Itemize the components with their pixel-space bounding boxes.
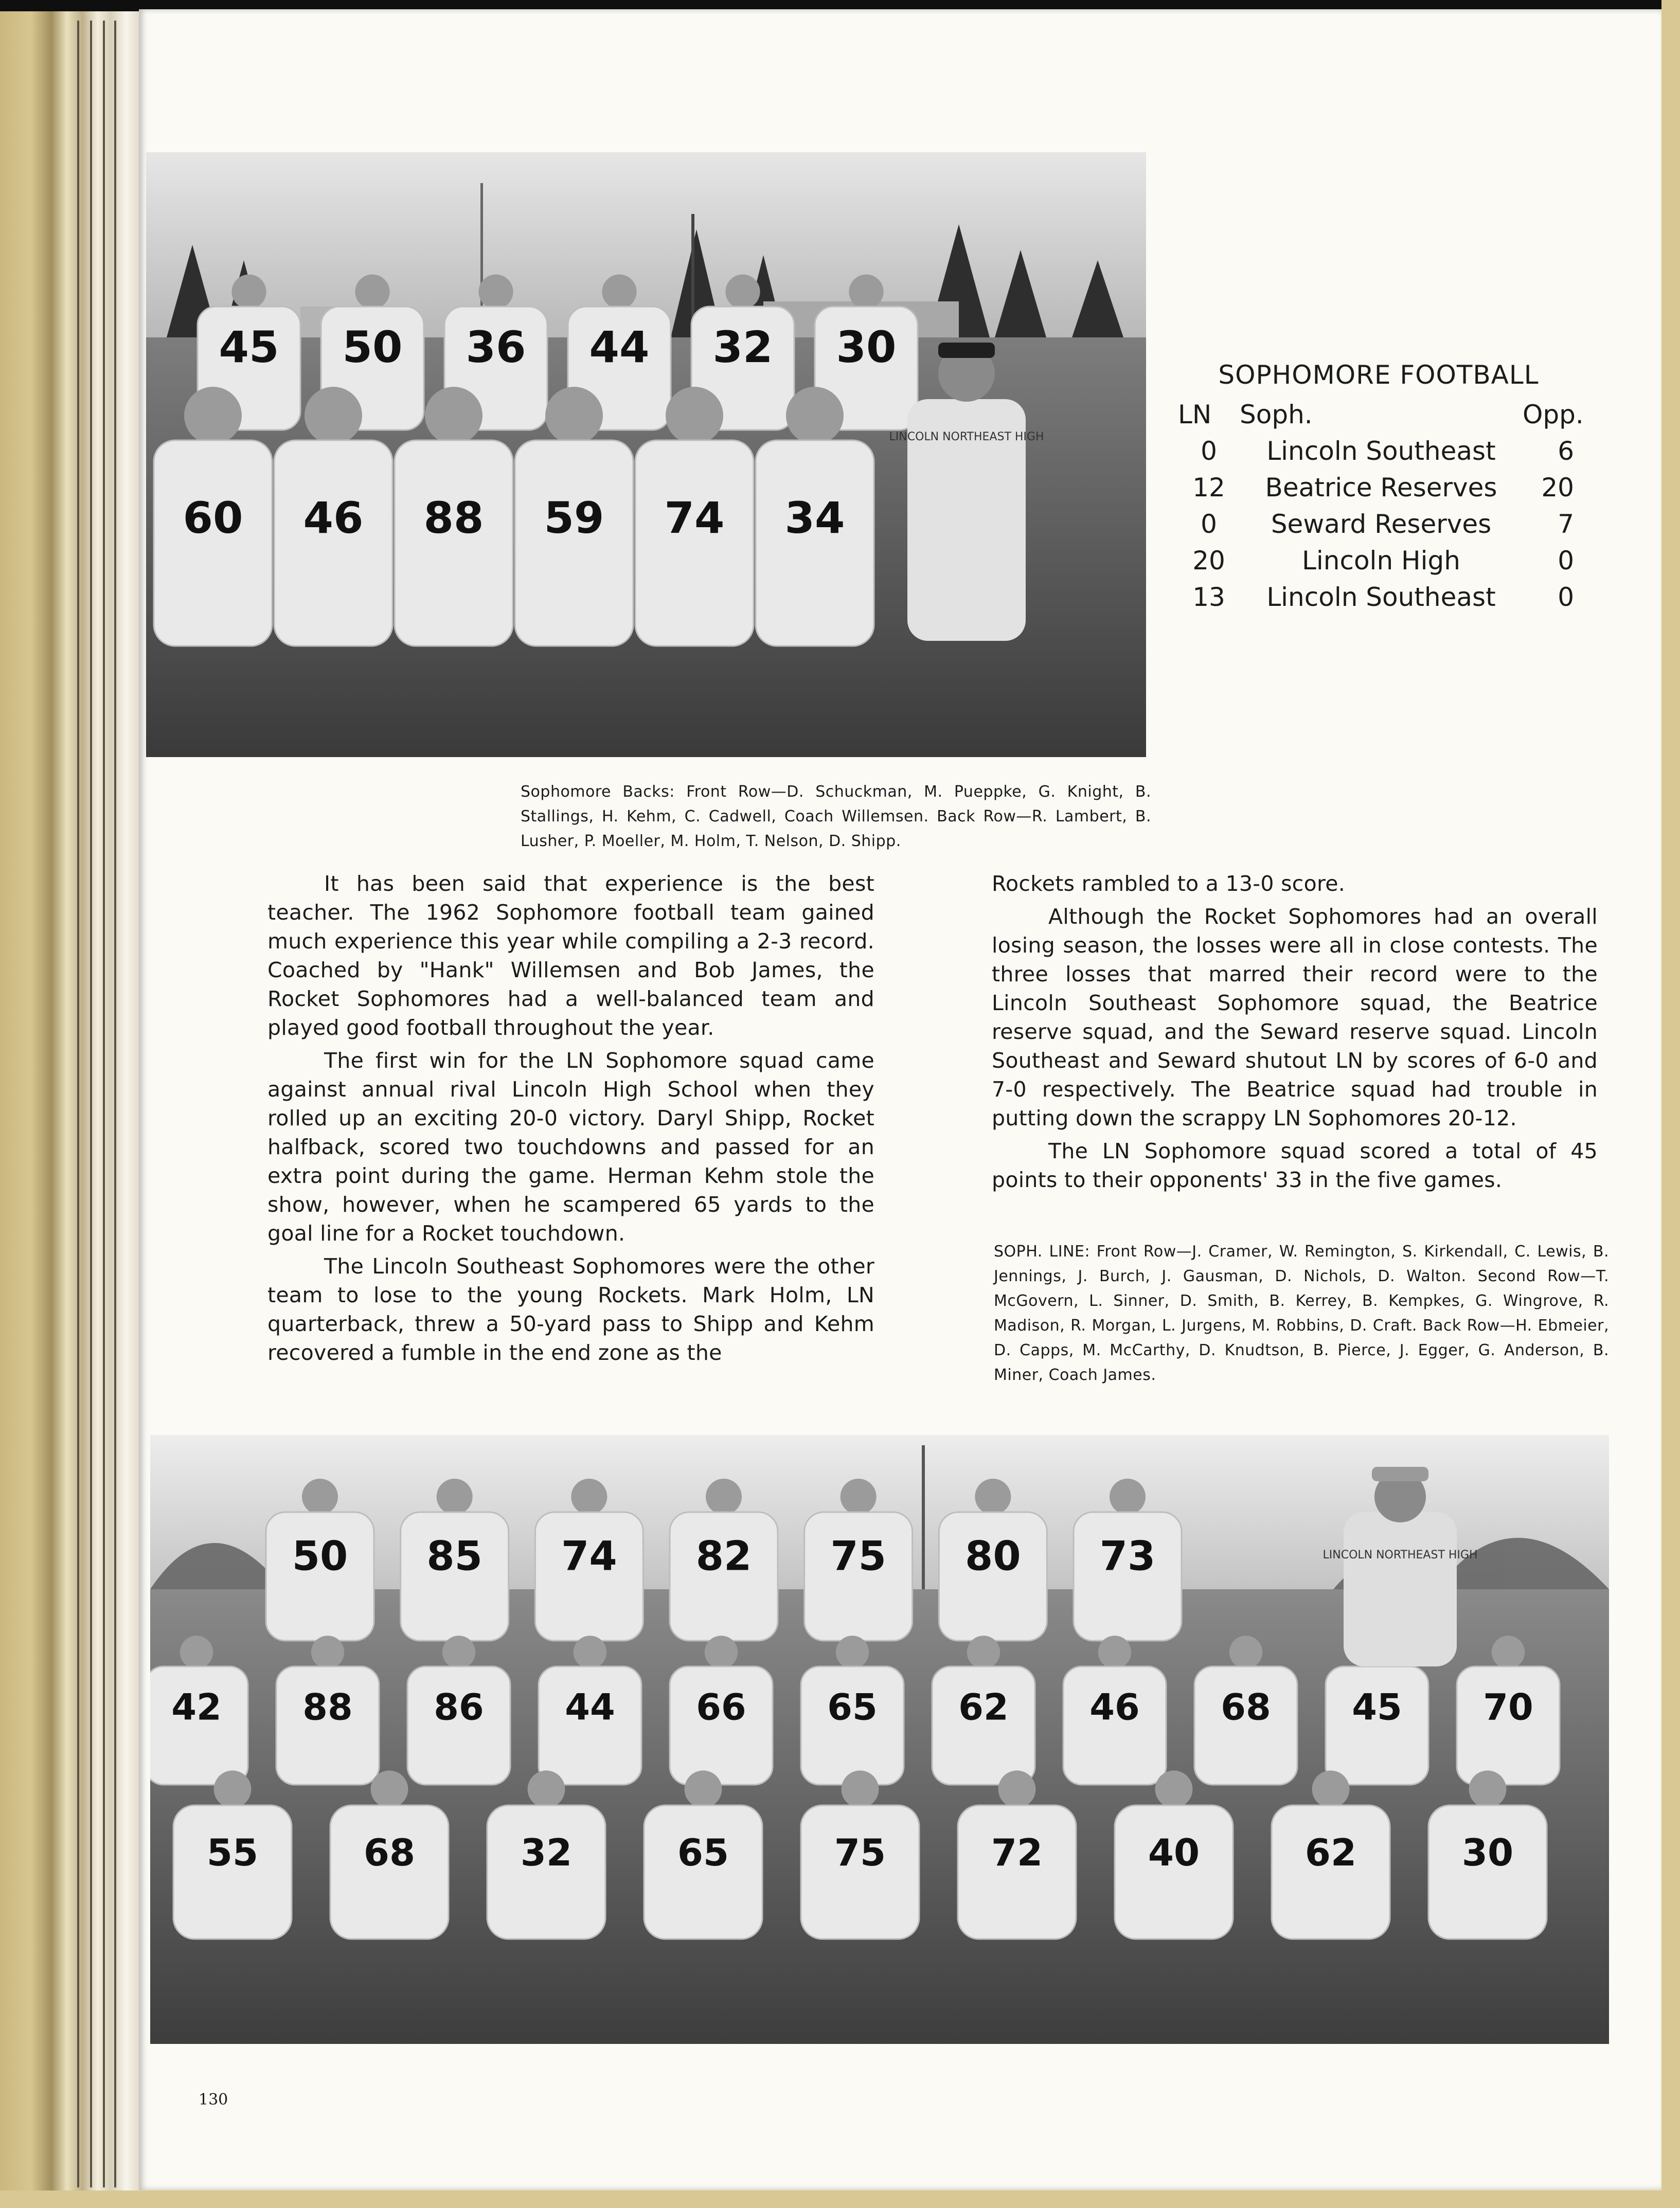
schedule-header-opp: Opp. [1523,399,1584,429]
jersey-number: 73 [1099,1533,1156,1580]
jersey-number: 46 [303,493,364,543]
player-head [836,1636,869,1668]
player-head [849,275,883,309]
jersey-number: 44 [565,1686,615,1729]
jersey-number: 32 [712,322,773,372]
scan-bottom-border [0,2191,1680,2208]
jersey-number: 80 [965,1533,1021,1580]
score-ln: 0 [1201,436,1217,466]
score-opp: 6 [1558,436,1574,466]
line-coach-figure [1344,1512,1457,1666]
photo-sophomore-line [150,1435,1609,2044]
article-column-2 [992,869,1598,1198]
scan-right-border [1661,0,1680,2208]
jersey-number: 60 [183,493,243,543]
photo-sophomore-backs [146,152,1146,757]
player-head [528,1770,565,1808]
jersey-number: 75 [834,1831,886,1874]
player-head [706,1479,742,1515]
player-head [214,1770,252,1808]
jersey-number: 82 [695,1533,752,1580]
player-head [231,275,266,309]
score-opponent: Lincoln High [1302,545,1460,576]
jersey-number: 74 [664,493,725,543]
caption-sophomore-backs: Sophomore Backs: Front Row—D. Schuckman, M. Pueppke, G. Knight, B. Stallings, H. Kehm, C. Cadwell, Coach Willemsen. Back Row—R. Lambert, B. Lusher, P. Moeller, M. Holm, T. Nelson, D. Shipp. [521,783,1151,850]
article-paragraph: Rockets rambled to a 13-0 score. [992,871,1346,896]
player-head [302,1479,338,1515]
player-head [1469,1770,1507,1808]
book-binding [0,0,139,2208]
jersey-number: 88 [302,1686,353,1729]
jersey-number: 72 [991,1831,1043,1874]
player-head [1098,1636,1131,1668]
jersey-number: 65 [677,1831,729,1874]
jersey-number: 66 [696,1686,746,1729]
player-jersey [635,440,754,646]
jersey-number: 44 [589,322,650,372]
jersey-number: 30 [1461,1831,1514,1874]
jersey-number: 45 [219,322,279,372]
schedule-header-ln: LN [1178,399,1212,429]
player-head [574,1636,606,1668]
player-head [355,275,389,309]
jersey-number: 40 [1148,1831,1200,1874]
line-coach-cap [1372,1467,1428,1481]
player-head [705,1636,738,1668]
line-photo-illustration [150,1435,1609,2044]
player-head [442,1636,475,1668]
article-paragraph: The Lincoln Southeast Sophomores were the other team to lose to the young Rockets. Mark Holm, LN quarterback, threw a 50-yard pass to Shipp and Kehm recovered a fumble in the end zone as the [267,1254,874,1365]
player-head [685,1770,722,1808]
schedule-row [1178,433,1579,469]
player-head [478,275,513,309]
player-head [1492,1636,1525,1668]
jersey-number: 74 [561,1533,617,1580]
player-jersey [756,440,874,646]
backs-coach-shirt-text: LINCOLN NORTHEAST HIGH [889,430,1044,443]
article-column-1 [267,869,874,1371]
player-jersey [395,440,513,646]
player-head [425,387,482,444]
score-opponent: Seward Reserves [1271,509,1492,539]
jersey-number: 50 [292,1533,348,1580]
player-head [180,1636,213,1668]
jersey-number: 30 [836,322,897,372]
jersey-number: 46 [1089,1686,1140,1729]
line-coach-shirt-text: LINCOLN NORTHEAST HIGH [1322,1549,1478,1561]
player-head [437,1479,473,1515]
jersey-number: 85 [426,1533,482,1580]
score-opponent: Lincoln Southeast [1266,436,1496,466]
article-paragraph: It has been said that experience is the best teacher. The 1962 Sophomore football team gained much experience this year while compiling a 2-3 record. Coached by "Hank" Willemsen and Bob James, the Rocket Sophomores had a well-balanced team and played good football throughout the year. [267,871,874,1040]
jersey-number: 50 [342,322,403,372]
player-head [842,1770,879,1808]
score-opp: 0 [1558,582,1574,612]
backs-photo-illustration [146,152,1146,757]
score-opp: 7 [1558,509,1574,539]
player-head [305,387,362,444]
schedule-title: SOPHOMORE FOOTBALL [1218,360,1539,390]
score-opponent: Beatrice Reserves [1265,472,1497,502]
schedule-row [1178,469,1579,506]
player-head [841,1479,877,1515]
player-head [184,387,242,444]
jersey-number: 88 [423,493,484,543]
coach-cap [938,343,995,358]
jersey-number: 68 [363,1831,416,1874]
jersey-number: 62 [1304,1831,1357,1874]
player-head [311,1636,344,1668]
score-ln: 20 [1192,545,1225,576]
article-paragraph: The first win for the LN Sophomore squad came against annual rival Lincoln High School when they rolled up an exciting 20-0 victory. Daryl Shipp, Rocket halfback, scored two touchdowns and passed for an extra point during the game. Herman Kehm stole the show, however, when he scampered 65 yards to the goal line for a Rocket touchdown. [267,1048,874,1246]
score-ln: 13 [1192,582,1225,612]
score-ln: 12 [1192,472,1225,502]
jersey-number: 34 [784,493,845,543]
player-head [786,387,844,444]
player-head [998,1770,1036,1808]
jersey-number: 36 [466,322,526,372]
jersey-number: 75 [830,1533,886,1580]
schedule-row [1178,579,1579,615]
jersey-number: 86 [434,1686,484,1729]
jersey-number: 55 [206,1831,259,1874]
jersey-number: 70 [1483,1686,1533,1729]
jersey-number: 42 [171,1686,222,1729]
player-head [1312,1770,1350,1808]
article-paragraph: Although the Rocket Sophomores had an overall losing season, the losses were all in close contests. The three losses that marred their record were to the Lincoln Southeast Sophomore squad, the Beatrice reserve squad, and the Seward reserve squad. Lincoln Southeast and Seward shutout LN by scores of 6-0 and 7-0 respectively. The Beatrice squad had trouble in putting down the scrappy LN Sophomores 20-12. [992,904,1598,1130]
jersey-number: 45 [1352,1686,1402,1729]
score-opp: 20 [1541,472,1574,502]
jersey-number: 32 [520,1831,573,1874]
schedule-row [1178,542,1579,579]
player-head [602,275,636,309]
player-head [725,275,760,309]
caption-sophomore-line: SOPH. LINE: Front Row—J. Cramer, W. Remington, S. Kirkendall, C. Lewis, B. Jennings, J. Burch, J. Gausman, D. Nichols, D. Walton. Second Row—T. McGovern, L. Sinner, D. Smith, B. Kerrey, B. Kempkes, G. Wingrove, R. Madison, R. Morgan, L. Jurgens, M. Robbins, D. Craft. Back Row—H. Ebmeier, D. Capps, M. McCarthy, D. Knudtson, B. Pierce, J. Egger, G. Anderson, B. Miner, Coach James. [994,1243,1609,1384]
score-ln: 0 [1201,509,1217,539]
player-head [545,387,603,444]
player-jersey [515,440,633,646]
page-number: 130 [199,2091,228,2109]
player-head [967,1636,1000,1668]
score-opponent: Lincoln Southeast [1266,582,1496,612]
jersey-number: 68 [1221,1686,1271,1729]
schedule-row [1178,506,1579,542]
player-jersey [154,440,272,646]
player-jersey [274,440,392,646]
jersey-number: 65 [827,1686,878,1729]
player-head [1110,1479,1146,1515]
score-opp: 0 [1558,545,1574,576]
schedule-header [1178,396,1584,433]
jersey-number: 62 [958,1686,1009,1729]
schedule-header-team: Soph. [1240,399,1313,429]
player-head [975,1479,1011,1515]
player-head [1229,1636,1262,1668]
schedule-table [1178,360,1584,615]
player-head [371,1770,408,1808]
player-head [1155,1770,1193,1808]
jersey-number: 59 [544,493,604,543]
player-head [666,387,723,444]
article-paragraph: The LN Sophomore squad scored a total of 45 points to their opponents' 33 in the five games. [992,1139,1598,1192]
player-head [571,1479,607,1515]
